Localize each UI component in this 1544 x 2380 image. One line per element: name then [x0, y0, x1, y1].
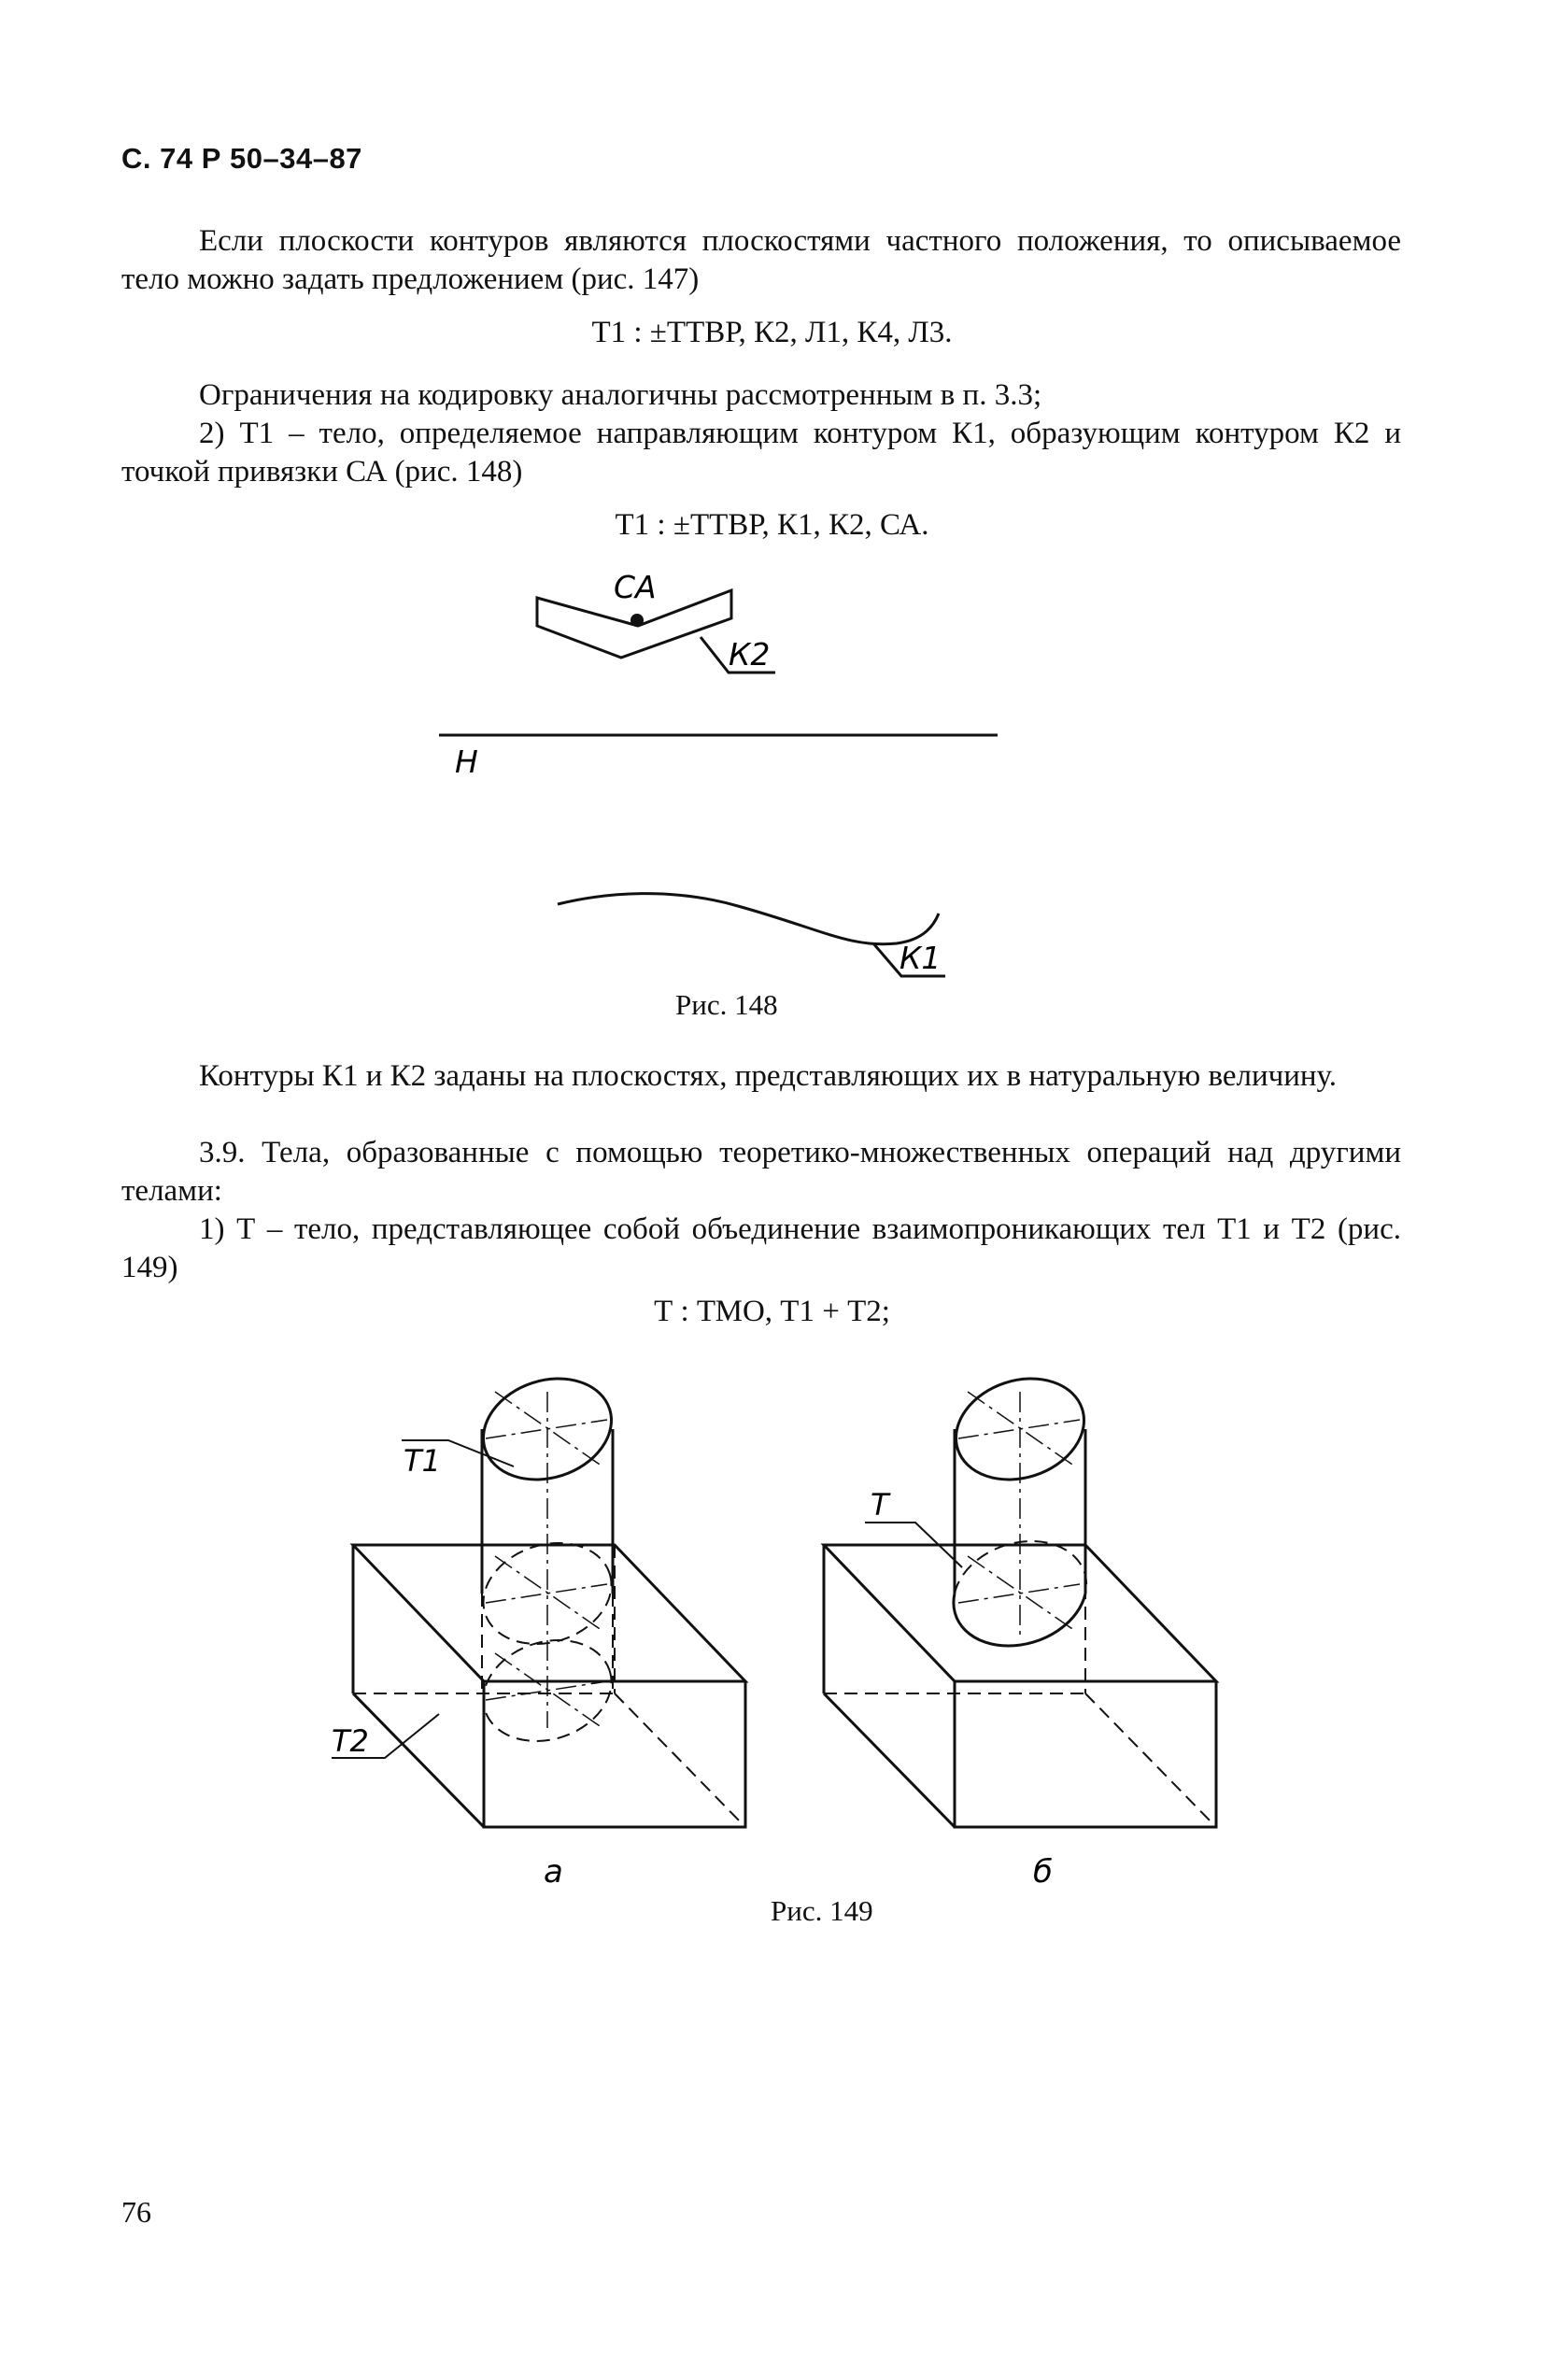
figure-149-caption: Рис. 149	[771, 1894, 873, 1927]
figure-148-caption: Рис. 148	[675, 988, 778, 1021]
formula-1: Т1 : ±ТТВР, К2, Л1, К4, Л3.	[591, 316, 953, 349]
page-number: 76	[121, 2195, 151, 2229]
ca-point	[630, 614, 644, 627]
drawing-a	[332, 1363, 745, 1827]
paragraph-5: 3.9. Тела, образованные с помощью теоретико-множественных операций над другими телами:	[121, 1136, 1401, 1208]
formula-2: Т1 : ±ТТВР, К1, К2, СА.	[615, 508, 929, 542]
page-header: С. 74 Р 50–34–87	[121, 142, 362, 175]
paragraph-6: 1) Т – тело, представляющее собой объединение взаимопроникающих тел Т1 и Т2 (рис. 149)	[121, 1212, 1401, 1284]
paragraph-2: Ограничения на кодировку аналогичны рассмотренным в п. 3.3;	[199, 378, 1042, 412]
label-h: Н	[455, 744, 478, 780]
drawing-b	[824, 1363, 1216, 1827]
paragraph-3: 2) Т1 – тело, определяемое направляющим контуром К1, образующим контуром К2 и точкой привязки СА (рис. 148)	[121, 417, 1401, 489]
label-k2: К2	[729, 636, 771, 673]
label-k1: К1	[899, 940, 942, 976]
figure-148	[0, 0, 1544, 1027]
formula-3: Т : ТМО, Т1 + Т2;	[654, 1295, 890, 1328]
paragraph-1: Если плоскости контуров являются плоскостями частного положения, то описываемое тело можно задать предложением (рис. 147)	[121, 224, 1401, 296]
k1-curve	[558, 894, 939, 944]
paragraph-4: Контуры К1 и К2 заданы на плоскостях, представляющих их в натуральную величину.	[199, 1059, 1337, 1093]
label-b: б	[1033, 1853, 1053, 1891]
label-t2: Т2	[332, 1723, 369, 1759]
label-t1: Т1	[404, 1443, 441, 1479]
label-t: Т	[871, 1487, 889, 1523]
label-ca: СА	[614, 569, 657, 605]
label-a: а	[544, 1853, 563, 1891]
